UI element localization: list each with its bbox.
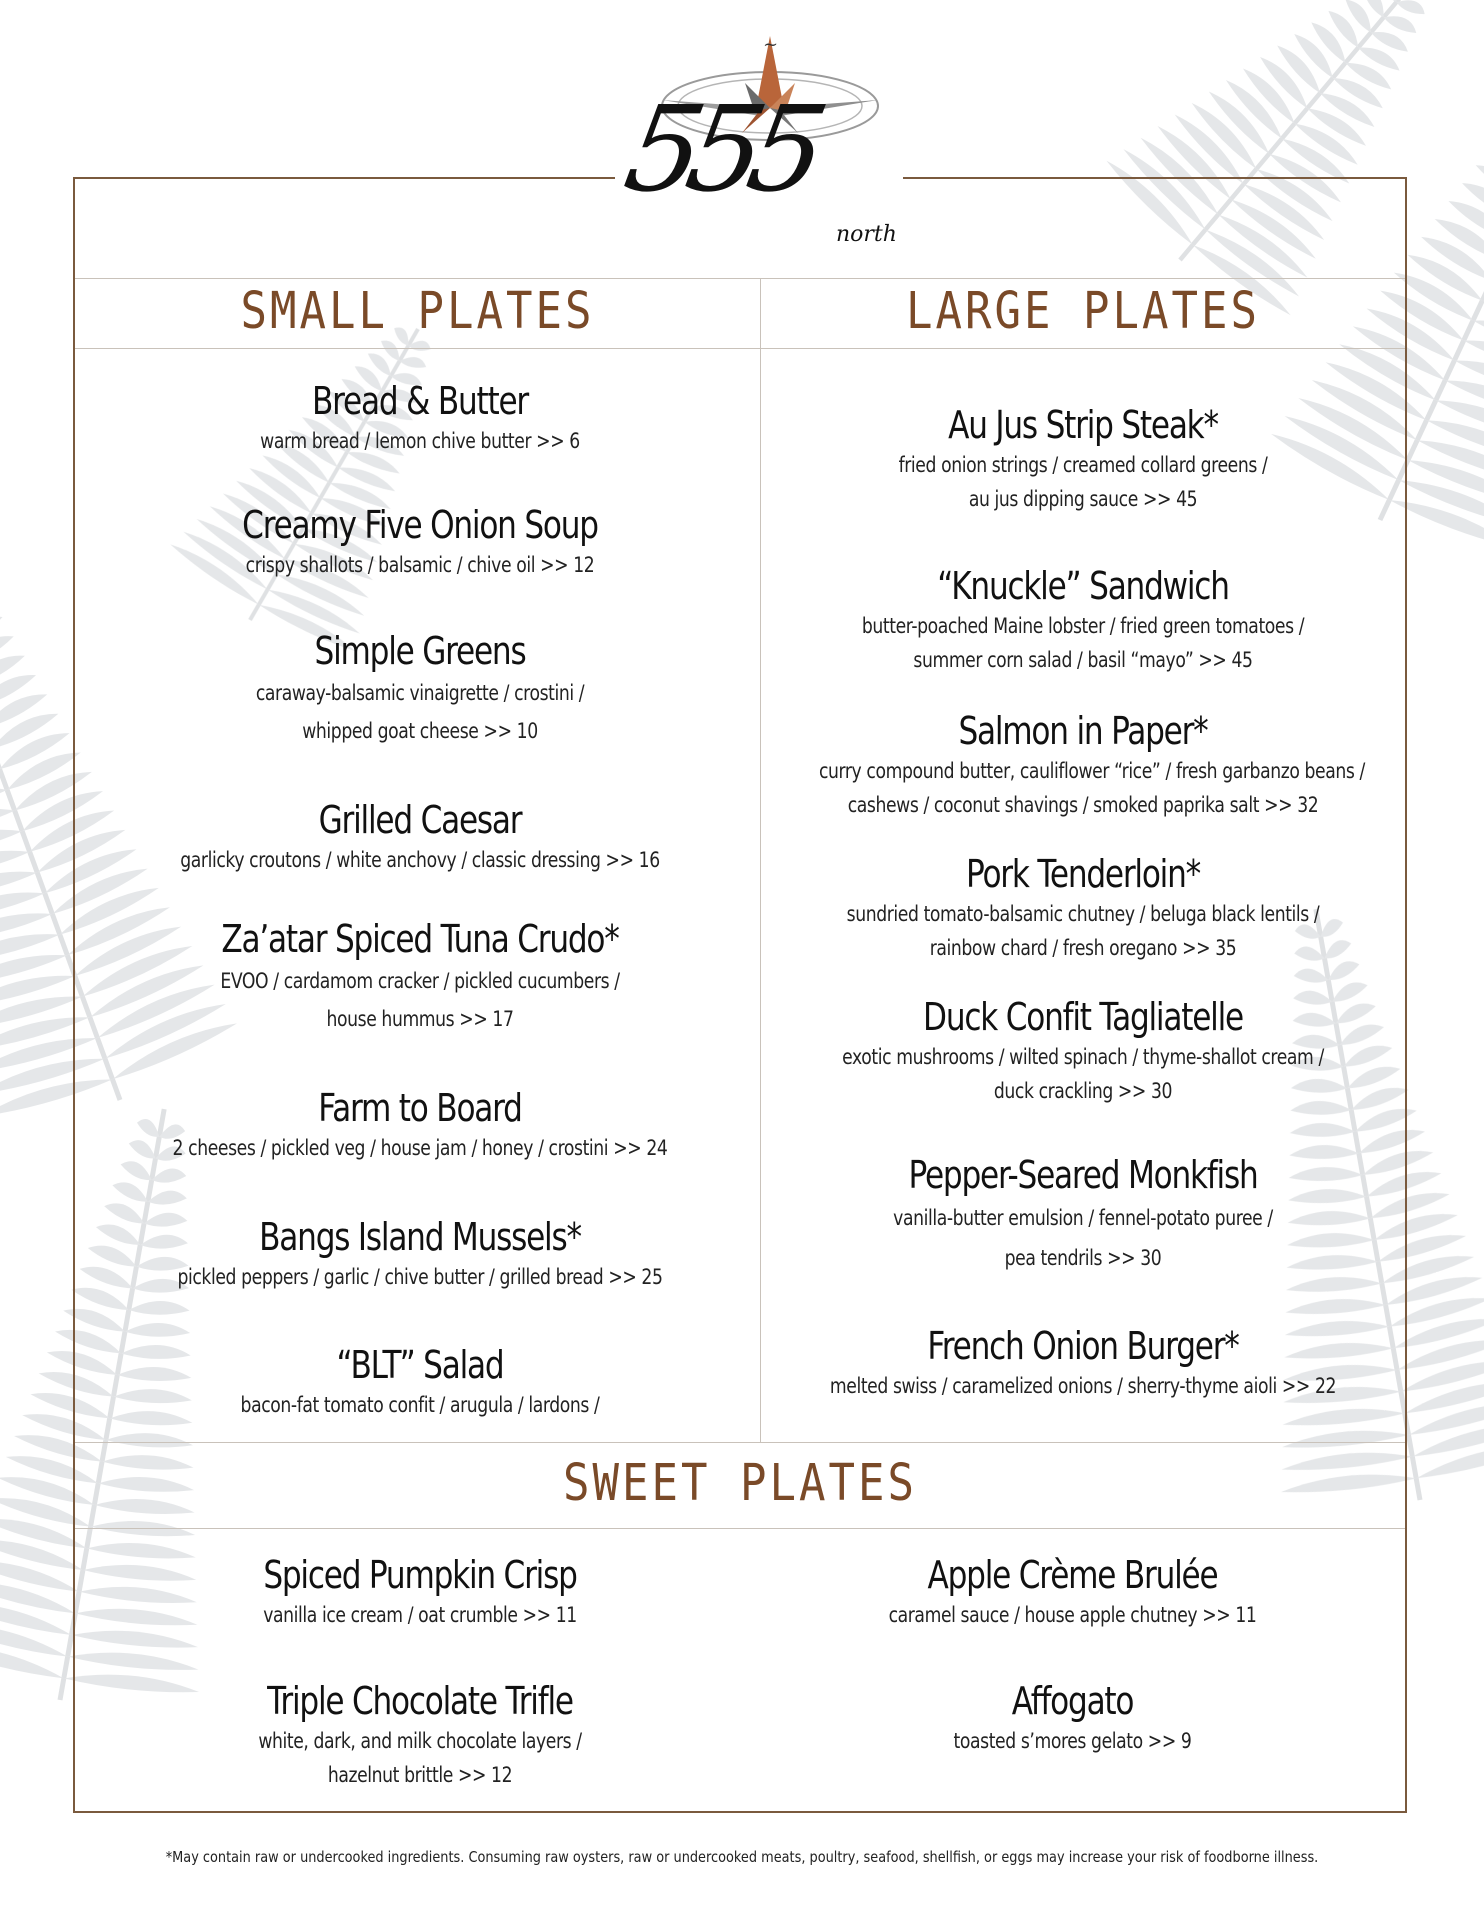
menu-item-name: Grilled Caesar [318, 798, 522, 842]
menu-item-description: caraway-balsamic vinaigrette / crostini / [255, 681, 585, 705]
menu-item [761, 851, 1405, 965]
menu-item-name: Duck Confit Tagliatelle [923, 995, 1243, 1039]
logo-suffix: north [836, 222, 897, 247]
menu-item-name: Simple Greens [314, 629, 526, 673]
menu-item-name: Salmon in Paper* [958, 709, 1208, 753]
large-plates-title: LARGE PLATES [906, 282, 1260, 341]
menu-item [80, 1085, 760, 1165]
menu-item [80, 378, 760, 458]
footnote: *May contain raw or undercooked ingredients. Consuming raw oysters, raw or undercooked meats, poultry, seafood, shellfish, or eggs may increase your risk of foodborne illness. [165, 1848, 1319, 1866]
header-divider-top [75, 278, 1405, 279]
frame-left [73, 177, 75, 1813]
menu-item-description: garlicky croutons / white anchovy / classic dressing >> 16 [180, 848, 660, 872]
menu-item [80, 1342, 760, 1422]
logo-number: 555 [615, 80, 824, 218]
small-plates-title: SMALL PLATES [240, 282, 595, 341]
menu-item-name: Apple Crème Brulée [927, 1553, 1218, 1597]
menu-item-description: vanilla-butter emulsion / fennel-potato puree / [893, 1206, 1273, 1230]
menu-item-description: caramel sauce / house apple chutney >> 11 [888, 1603, 1257, 1627]
menu-item-name: Pork Tenderloin* [966, 852, 1200, 896]
menu-item [80, 628, 760, 750]
menu-item [761, 563, 1405, 677]
menu-item [750, 1678, 1395, 1758]
frame-top-right [903, 177, 1407, 179]
frame-top-left [73, 177, 615, 179]
menu-item-description: au jus dipping sauce >> 45 [968, 487, 1198, 511]
menu-item-description: summer corn salad / basil “mayo” >> 45 [913, 648, 1253, 672]
menu-item-description: warm bread / lemon chive butter >> 6 [260, 429, 580, 453]
menu-item [80, 1214, 760, 1294]
menu-item [761, 402, 1405, 516]
menu-item-name: Triple Chocolate Trifle [267, 1679, 573, 1723]
menu-item-description: EVOO / cardamom cracker / pickled cucumbers / [220, 969, 620, 993]
menu-item [761, 1152, 1405, 1278]
menu-item-name: Farm to Board [318, 1086, 522, 1130]
menu-item-name: “BLT” Salad [336, 1343, 504, 1387]
menu-item-name: Za’atar Spiced Tuna Crudo* [221, 917, 619, 961]
header-divider-bottom [75, 348, 1405, 349]
menu-item-description: cashews / coconut shavings / smoked paprika salt >> 32 [847, 793, 1319, 817]
menu-item-description: crispy shallots / balsamic / chive oil >> 12 [245, 553, 595, 577]
menu-item [80, 1552, 760, 1632]
menu-item-name: Affogato [1011, 1679, 1134, 1723]
svg-text:~: ~ [763, 34, 779, 55]
menu-item-description: whipped goat cheese >> 10 [302, 719, 538, 743]
menu-item [80, 1678, 760, 1792]
menu-item-description: house hummus >> 17 [326, 1007, 514, 1031]
menu-item-name: Creamy Five Onion Soup [242, 503, 598, 547]
menu-item [761, 1323, 1405, 1403]
menu-item [761, 708, 1405, 822]
frame-right [1405, 177, 1407, 1813]
menu-item [80, 916, 760, 1038]
menu-item-description: butter-poached Maine lobster / fried green tomatoes / [861, 614, 1305, 638]
menu-item-name: Bread & Butter [312, 379, 528, 423]
menu-item-name: Pepper-Seared Monkfish [908, 1153, 1258, 1197]
menu-item-description: vanilla ice cream / oat crumble >> 11 [263, 1603, 577, 1627]
menu-item-name: Au Jus Strip Steak* [948, 403, 1218, 447]
menu-item-description: duck crackling >> 30 [993, 1079, 1173, 1103]
menu-item-description: melted swiss / caramelized onions / sherry-thyme aioli >> 22 [829, 1374, 1337, 1398]
menu-item-description: rainbow chard / fresh oregano >> 35 [929, 936, 1237, 960]
menu-item-description: sundried tomato-balsamic chutney / beluga black lentils / [846, 902, 1320, 926]
menu-item-description: fried onion strings / creamed collard greens / [898, 453, 1268, 477]
menu-item [80, 502, 760, 582]
menu-item-description: toasted s’mores gelato >> 9 [953, 1729, 1192, 1753]
menu-item-name: Bangs Island Mussels* [259, 1215, 581, 1259]
sweet-divider-top [75, 1442, 1405, 1443]
menu-item [80, 797, 760, 877]
sweet-plates-title: SWEET PLATES [563, 1454, 917, 1513]
menu-item-description: white, dark, and milk chocolate layers / [258, 1729, 582, 1753]
menu-item-description: exotic mushrooms / wilted spinach / thyme-shallot cream / [842, 1045, 1324, 1069]
menu-item-description: curry compound butter, cauliflower “rice” / fresh garbanzo beans / [818, 759, 1365, 783]
menu-item [761, 994, 1405, 1108]
menu-item-name: Spiced Pumpkin Crisp [263, 1553, 577, 1597]
menu-item-description: hazelnut brittle >> 12 [327, 1763, 513, 1787]
menu-item-description: pea tendrils >> 30 [1004, 1246, 1162, 1270]
menu-item-description: pickled peppers / garlic / chive butter / grilled bread >> 25 [177, 1265, 663, 1289]
sweet-divider-bottom [75, 1528, 1405, 1529]
menu-item-name: French Onion Burger* [927, 1324, 1239, 1368]
menu-item-description: 2 cheeses / pickled veg / house jam / honey / crostini >> 24 [172, 1136, 668, 1160]
menu-item [750, 1552, 1395, 1632]
menu-item-description: bacon-fat tomato confit / arugula / lardons / [240, 1393, 600, 1417]
menu-item-name: “Knuckle” Sandwich [937, 564, 1229, 608]
frame-bottom [73, 1811, 1407, 1813]
